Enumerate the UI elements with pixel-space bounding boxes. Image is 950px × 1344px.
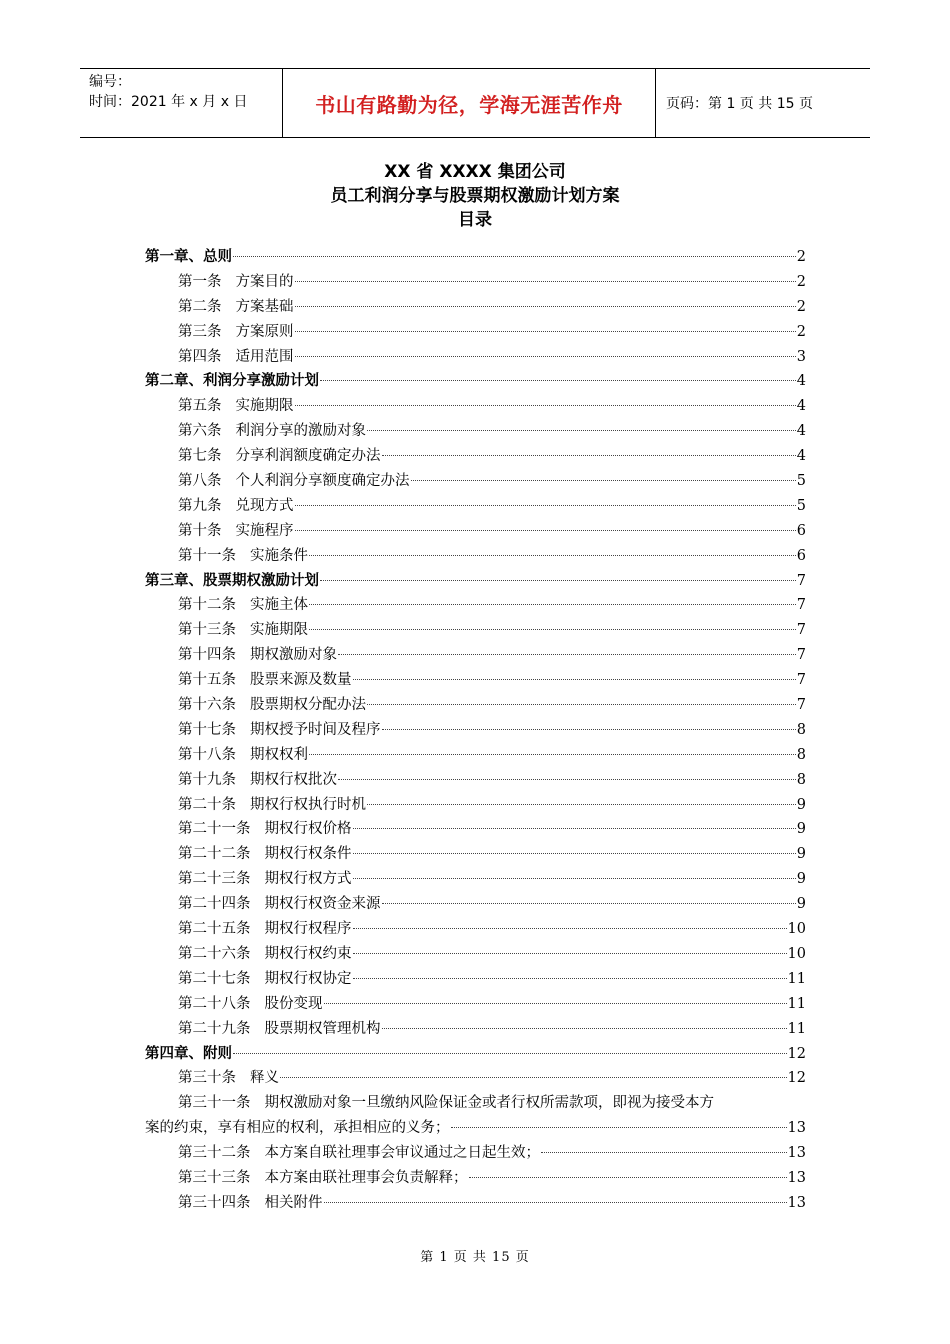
toc-article-number: 第二十三条: [178, 871, 251, 888]
toc-page-number: 8: [796, 721, 806, 738]
toc-page-number: 7: [796, 697, 806, 714]
toc-article[interactable]: [145, 718, 806, 743]
toc-article[interactable]: [145, 842, 806, 867]
toc-leader-dots: [295, 505, 796, 506]
toc-article-number: 第八条: [178, 473, 222, 490]
toc-article[interactable]: [145, 668, 806, 693]
toc-leader-dots: [309, 629, 796, 630]
toc-leader-dots: [367, 704, 796, 705]
toc-page-number: 6: [796, 522, 806, 539]
toc-page-number: 4: [796, 423, 806, 440]
toc-page-number: 2: [796, 298, 806, 315]
toc-article-title: 实施程序: [235, 522, 294, 539]
toc-article-title: 期权权利: [250, 746, 308, 763]
toc-page-number: 10: [787, 921, 806, 938]
toc-article-title: 方案基础: [235, 298, 294, 315]
toc-leader-dots: [295, 306, 796, 307]
toc-article-number: 第三十条: [178, 1070, 236, 1087]
org-title: XX 省 XXXX 集团公司: [384, 162, 566, 182]
toc-article-number: 第三十三条: [178, 1169, 251, 1186]
toc-heading: 目录: [458, 210, 492, 230]
toc-article[interactable]: [145, 892, 806, 917]
header-left: [80, 69, 282, 137]
toc-article[interactable]: [145, 419, 806, 444]
toc-page-number: 12: [787, 1045, 806, 1062]
toc-leader-dots: [541, 1152, 787, 1153]
toc-article-number: 第十三条: [178, 622, 236, 639]
toc-article-number: 第六条: [178, 423, 222, 440]
toc-leader-dots: [295, 331, 796, 332]
toc-article[interactable]: [145, 793, 806, 818]
header-middle: [282, 69, 656, 137]
page-footer: 第 1 页 共 15 页: [420, 1250, 530, 1265]
toc-article-number: 第二十七条: [178, 970, 251, 987]
toc-article-title: 股份变现: [264, 995, 323, 1012]
header-page-info: 页码：第 1 页 共 15 页: [666, 96, 813, 112]
toc-article-title: 股票来源及数量: [250, 672, 352, 689]
toc-article-title: 释义: [250, 1070, 279, 1087]
toc-article[interactable]: [145, 618, 806, 643]
toc-page-number: 9: [796, 821, 806, 838]
toc-article[interactable]: [145, 743, 806, 768]
toc-article[interactable]: [145, 967, 806, 992]
toc-article-title: 实施期限: [235, 398, 294, 415]
toc-leader-dots: [382, 903, 796, 904]
toc-chapter[interactable]: [145, 1042, 806, 1067]
toc-article-number: 第十二条: [178, 597, 236, 614]
toc-article-number: 第七条: [178, 448, 222, 465]
toc-leader-dots: [353, 679, 796, 680]
toc-page-number: 9: [796, 871, 806, 888]
toc-article-number: 第一条: [178, 273, 222, 290]
toc-leader-dots: [295, 405, 796, 406]
toc-article-title: 股票期权分配办法: [250, 697, 366, 714]
toc-article-title: 利润分享的激励对象: [235, 423, 366, 440]
toc-leader-dots: [324, 1202, 787, 1203]
toc-article-number: 第十六条: [178, 697, 236, 714]
toc-article-title: 期权行权条件: [264, 846, 352, 863]
toc-leader-dots: [382, 455, 796, 456]
toc-article[interactable]: [145, 519, 806, 544]
toc-leader-dots: [295, 530, 796, 531]
toc-leader-dots: [295, 356, 796, 357]
toc-page-number: 5: [796, 497, 806, 514]
toc-article[interactable]: [145, 942, 806, 967]
toc-article-title: 期权行权程序: [264, 921, 352, 938]
toc-article-number: 第四条: [178, 348, 222, 365]
toc-article-number: 第二条: [178, 298, 222, 315]
toc-article[interactable]: [145, 917, 806, 942]
toc-page-number: 7: [796, 597, 806, 614]
toc-page-number: 13: [787, 1169, 806, 1186]
toc-leader-dots: [233, 256, 796, 257]
toc-leader-dots: [338, 779, 796, 780]
toc-article-number: 第二十四条: [178, 896, 251, 913]
toc-article-number: 第二十八条: [178, 995, 251, 1012]
toc-article-number: 第二十九条: [178, 1020, 251, 1037]
toc-chapter-title: 第四章、附则: [145, 1045, 232, 1062]
document-date: 时间：2021 年 x 月 x 日: [89, 94, 248, 110]
toc-article-number: 第三十二条: [178, 1145, 251, 1162]
toc-page-number: 11: [787, 1020, 806, 1037]
toc-article-number: 第三十四条: [178, 1194, 251, 1211]
toc-page-number: 4: [796, 398, 806, 415]
toc-chapter-title: 第三章、股票期权激励计划: [145, 572, 319, 589]
toc-article-title: 期权行权资金来源: [264, 896, 381, 913]
toc-article[interactable]: [145, 817, 806, 842]
toc-article-title: 实施条件: [250, 547, 308, 564]
toc-article-number: 第十七条: [178, 721, 236, 738]
toc-article-title: 相关附件: [264, 1194, 323, 1211]
toc-leader-dots: [320, 580, 796, 581]
toc-article-title: 分享利润额度确定办法: [235, 448, 381, 465]
toc-article[interactable]: [145, 1191, 806, 1216]
toc-leader-dots: [353, 853, 796, 854]
toc-leader-dots: [353, 928, 787, 929]
toc-article-title: 期权授予时间及程序: [250, 721, 381, 738]
toc-page-number: 13: [787, 1120, 806, 1137]
toc-article[interactable]: [145, 992, 806, 1017]
toc-article-title: 期权行权价格: [264, 821, 352, 838]
toc-article[interactable]: [145, 345, 806, 370]
toc-article-title: 期权行权执行时机: [250, 796, 366, 813]
toc-article[interactable]: [145, 768, 806, 793]
toc-leader-dots: [411, 480, 796, 481]
toc-page-number: 11: [787, 995, 806, 1012]
toc-page-number: 9: [796, 896, 806, 913]
toc-page-number: 2: [796, 249, 806, 265]
toc-article-number: 第二十五条: [178, 921, 251, 938]
toc-article-number: 第十四条: [178, 647, 236, 664]
document-titles: [0, 160, 950, 232]
document-number: 编号：: [89, 74, 131, 90]
toc-page-number: 7: [796, 647, 806, 664]
toc-page-number: 9: [796, 796, 806, 813]
toc-leader-dots: [233, 1053, 787, 1054]
toc-chapter[interactable]: [145, 245, 806, 270]
toc-page-number: 8: [796, 746, 806, 763]
toc-article-title: 实施期限: [250, 622, 308, 639]
toc-leader-dots: [382, 1028, 787, 1029]
toc-article[interactable]: [145, 643, 806, 668]
toc-leader-dots: [367, 804, 796, 805]
toc-leader-dots: [353, 828, 796, 829]
toc-article[interactable]: [145, 593, 806, 618]
toc-leader-dots: [367, 430, 796, 431]
toc-article[interactable]: [145, 544, 806, 569]
toc-article-number: 第十五条: [178, 672, 236, 689]
toc-article-number: 第二十二条: [178, 846, 251, 863]
toc-article-title: 实施主体: [250, 597, 308, 614]
toc-article[interactable]: [145, 270, 806, 295]
toc-article-number: 第五条: [178, 398, 222, 415]
toc-article-number: 第十八条: [178, 746, 236, 763]
toc-leader-dots: [309, 555, 796, 556]
plan-title: 员工利润分享与股票期权激励计划方案: [330, 186, 620, 206]
header-motto: 书山有路勤为径，学海无涯苦作舟: [315, 92, 623, 117]
toc-leader-dots: [353, 953, 787, 954]
toc-leader-dots: [309, 754, 796, 755]
page-header: [80, 68, 870, 138]
toc-entry-wrapped[interactable]: [145, 1091, 806, 1116]
toc-leader-dots: [324, 1003, 787, 1004]
toc-article-title: 方案目的: [235, 273, 294, 290]
toc-article[interactable]: [145, 444, 806, 469]
toc-page-number: 7: [796, 572, 806, 589]
table-of-contents: [145, 245, 806, 1216]
toc-article[interactable]: [145, 693, 806, 718]
toc-leader-dots: [353, 978, 787, 979]
toc-article-title: 期权激励对象一旦缴纳风险保证金或者行权所需款项，即视为接受本方: [264, 1095, 714, 1112]
toc-article[interactable]: [145, 1141, 806, 1166]
toc-article-title: 期权激励对象: [250, 647, 337, 664]
toc-article-title: 方案原则: [235, 323, 294, 340]
toc-chapter[interactable]: [145, 569, 806, 594]
toc-article-title: 股票期权管理机构: [264, 1020, 381, 1037]
toc-article-title: 期权行权协定: [264, 970, 352, 987]
toc-page-number: 3: [796, 348, 806, 365]
toc-page-number: 5: [796, 473, 806, 490]
toc-page-number: 13: [787, 1145, 806, 1162]
toc-article-number: 第三十一条: [178, 1095, 251, 1112]
toc-chapter[interactable]: [145, 369, 806, 394]
toc-article[interactable]: [145, 867, 806, 892]
toc-page-number: 2: [796, 323, 806, 340]
toc-article-number: 第十条: [178, 522, 222, 539]
toc-page-number: 7: [796, 622, 806, 639]
toc-page-number: 7: [796, 672, 806, 689]
toc-page-number: 13: [787, 1194, 806, 1211]
toc-leader-dots: [469, 1177, 787, 1178]
toc-leader-dots: [309, 604, 796, 605]
toc-article[interactable]: [145, 469, 806, 494]
toc-leader-dots: [382, 729, 796, 730]
toc-entry-continuation[interactable]: [145, 1116, 806, 1141]
toc-article-title: 期权行权批次: [250, 771, 337, 788]
toc-article[interactable]: [145, 394, 806, 419]
toc-article-number: 第十九条: [178, 771, 236, 788]
header-right: [656, 69, 870, 137]
toc-page-number: 11: [787, 970, 806, 987]
toc-chapter-title: 第一章、总则: [145, 249, 232, 265]
toc-article-title: 本方案自联社理事会审议通过之日起生效；: [264, 1145, 540, 1162]
toc-leader-dots: [451, 1127, 787, 1128]
toc-article-number: 第二十一条: [178, 821, 251, 838]
toc-page-number: 4: [796, 448, 806, 465]
toc-leader-dots: [320, 380, 796, 381]
toc-article-title-cont: 案的约束，享有相应的权利，承担相应的义务；: [145, 1120, 450, 1137]
toc-page-number: 12: [787, 1070, 806, 1087]
toc-article[interactable]: [145, 494, 806, 519]
toc-page-number: 6: [796, 547, 806, 564]
toc-page-number: 10: [787, 945, 806, 962]
toc-article[interactable]: [145, 1066, 806, 1091]
toc-article-number: 第二十条: [178, 796, 236, 813]
toc-article-title: 适用范围: [235, 348, 294, 365]
toc-article-title: 个人利润分享额度确定办法: [235, 473, 410, 490]
toc-article-title: 期权行权约束: [264, 945, 352, 962]
toc-leader-dots: [295, 281, 796, 282]
toc-leader-dots: [338, 654, 796, 655]
toc-article-number: 第十一条: [178, 547, 236, 564]
toc-article[interactable]: [145, 295, 806, 320]
toc-chapter-title: 第二章、利润分享激励计划: [145, 373, 319, 390]
toc-leader-dots: [353, 878, 796, 879]
toc-article-title: 兑现方式: [235, 497, 294, 514]
toc-article-number: 第三条: [178, 323, 222, 340]
toc-article-number: 第九条: [178, 497, 222, 514]
toc-article-title: 本方案由联社理事会负责解释；: [264, 1169, 468, 1186]
toc-page-number: 9: [796, 846, 806, 863]
toc-article[interactable]: [145, 1017, 806, 1042]
toc-article-number: 第二十六条: [178, 945, 251, 962]
toc-article-title: 期权行权方式: [264, 871, 352, 888]
toc-page-number: 2: [796, 273, 806, 290]
toc-article[interactable]: [145, 320, 806, 345]
toc-page-number: 8: [796, 771, 806, 788]
toc-page-number: 4: [796, 373, 806, 390]
toc-leader-dots: [280, 1077, 787, 1078]
toc-article[interactable]: [145, 1166, 806, 1191]
